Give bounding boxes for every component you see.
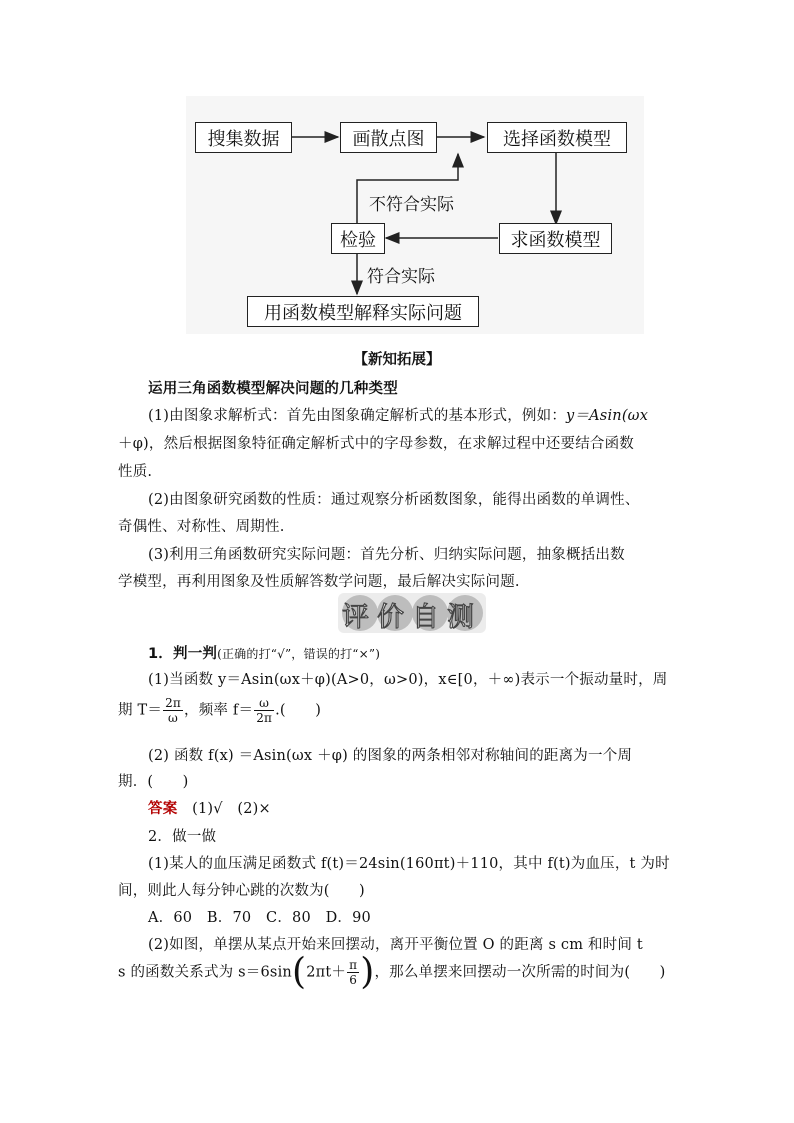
flow-box-apply: 用函数模型解释实际问题 xyxy=(247,296,479,327)
exercise-1-q2-line-2: 期．( ) xyxy=(118,774,189,790)
paragraph-1-line-2: ＋φ)，然后根据图象特征确定解析式中的字母参数，在求解过程中还要结合函数 xyxy=(118,436,635,452)
exercise-1-q1-line-2: 期 T＝ $\frac{2\pi}{\omega}$ ，频率 f＝ $\frac{\omega}{2\pi}$ .( ) xyxy=(118,696,322,725)
exercise-2-options: A．60 B．70 C．80 D．90 xyxy=(148,910,371,926)
paragraph-2-line-2: 奇偶性、对称性、周期性. xyxy=(118,519,285,535)
fraction-phase: $\frac{\pi}{6}$ xyxy=(349,958,358,987)
paragraph-3-line-2: 学模型，再利用图象及性质解答数学问题，最后解决实际问题. xyxy=(118,574,520,590)
exercise-1-title: 1．判一判(正确的打“√”，错误的打“×”) xyxy=(148,646,381,662)
flow-box-check: 检验 xyxy=(331,223,385,254)
paragraph-1-line-3: 性质. xyxy=(118,464,153,480)
exercise-1-q2-line-1: (2) 函数 f(x) ＝Asin(ωx ＋φ) 的图象的两条相邻对称轴间的距离为一个周 xyxy=(148,748,633,764)
exercise-2-q1-line-1: (1)某人的血压满足函数式 f(t)＝24sin(160πt)＋110，其中 f(t)为血压，t 为时 xyxy=(148,856,670,872)
flow-box-collect: 搜集数据 xyxy=(195,122,292,153)
exercise-2-q2-line-1: (2)如图，单摆从某点开始来回摆动，离开平衡位置 O 的距离 s cm 和时间 t xyxy=(148,937,643,953)
exercise-1-answer: 答案 (1)√ (2)× xyxy=(148,801,271,817)
flow-box-solve: 求函数模型 xyxy=(499,223,612,254)
paragraph-1-line-1: (1)由图象求解析式：首先由图象确定解析式的基本形式，例如：y＝Asin(ωx xyxy=(148,408,649,424)
paragraph-3-line-1: (3)利用三角函数研究实际问题：首先分析、归纳实际问题，抽象概括出数 xyxy=(148,547,625,563)
exercise-2-q1-line-2: 间，则此人每分钟心跳的次数为( ) xyxy=(118,883,365,899)
exercise-2-q2-line-2: s 的函数关系式为 s＝6sin(2πt＋ $\frac{\pi}{6}$ )，那么单摆来回摆动一次所需的时间为( ) xyxy=(118,951,666,993)
fraction-period: $\frac{2\pi}{\omega}$ xyxy=(165,696,182,725)
banner-title: 评价自测 xyxy=(342,602,482,633)
fraction-frequency: $\frac{\omega}{2\pi}$ xyxy=(256,696,273,725)
flowchart-arrows xyxy=(0,0,794,345)
flow-box-scatter: 画散点图 xyxy=(340,122,437,153)
self-test-banner xyxy=(338,593,486,633)
exercise-2-title: 2．做一做 xyxy=(148,829,217,845)
flow-box-choose: 选择函数模型 xyxy=(487,122,627,153)
exercise-1-q1-line-1: (1)当函数 y＝Asin(ωx＋φ)(A>0，ω>0)，x∈[0，＋∞)表示一个振动量时，周 xyxy=(148,672,668,688)
paragraph-2-line-1: (2)由图象研究函数的性质：通过观察分析函数图象，能得出函数的单调性、 xyxy=(148,492,640,508)
section-heading: 【新知拓展】 xyxy=(353,352,441,368)
flow-label-not-fit: 不符合实际 xyxy=(369,195,454,215)
flow-label-fit: 符合实际 xyxy=(367,267,435,287)
section-subheading: 运用三角函数模型解决问题的几种类型 xyxy=(148,381,398,397)
